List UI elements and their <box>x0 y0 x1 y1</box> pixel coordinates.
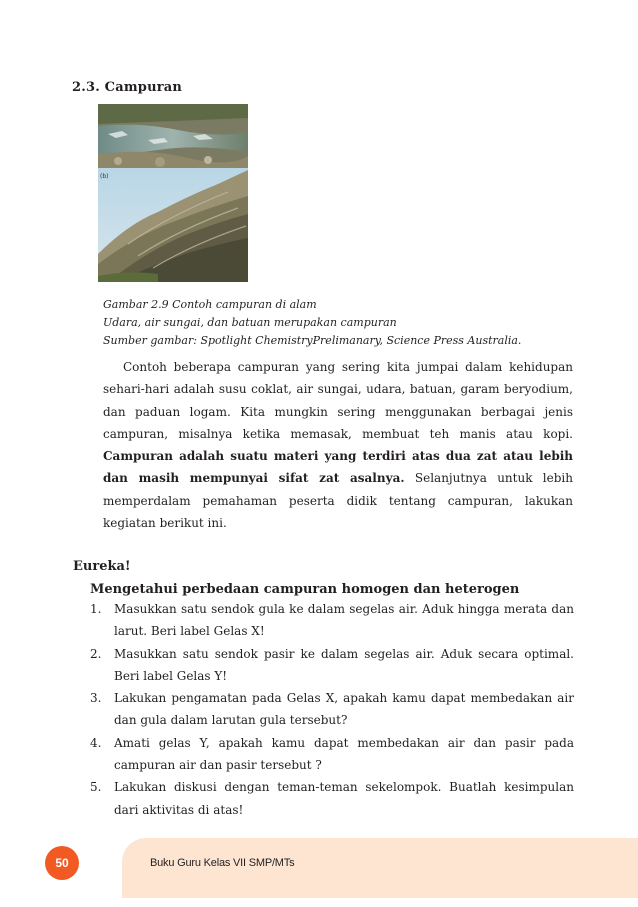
step-item <box>90 732 574 777</box>
step-number: 1. <box>90 602 102 616</box>
step-number: 5. <box>90 780 102 795</box>
step-number: 3. <box>90 691 102 706</box>
footer-book-title: Buku Guru Kelas VII SMP/MTs <box>150 857 295 869</box>
step-number: 2. <box>90 646 102 661</box>
step-item <box>90 643 574 688</box>
section-heading: 2.3. Campuran <box>72 80 183 95</box>
page-number-badge <box>45 846 79 880</box>
step-number: 4. <box>90 735 102 750</box>
river-and-rock-image <box>98 104 248 282</box>
activity-steps <box>90 598 574 821</box>
paragraph-text-end: Selanjutnya untuk lebih memperdalam pemahaman peserta didik tentang campuran, lakukan kegiatan berikut ini. <box>103 471 573 531</box>
step-item <box>90 598 574 643</box>
body-paragraph <box>103 356 573 534</box>
figure-photo <box>98 104 248 282</box>
figure-caption <box>103 296 583 350</box>
caption-line: Sumber gambar: Spotlight ChemistryPrelimanary, Science Press Australia. <box>103 334 522 347</box>
definition-text: Campuran adalah suatu materi yang terdiri atas dua zat atau lebih dan masih mempunyai sifat zat asalnya. <box>103 449 573 486</box>
step-text: Masukkan satu sendok gula ke dalam segelas air. Aduk hingga merata dan larut. Beri label Gelas X! <box>114 602 574 639</box>
photo-label: (b) <box>100 173 109 180</box>
paragraph-text: Contoh beberapa campuran yang sering kita jumpai dalam kehidupan sehari-hari adalah susu coklat, air sungai, udara, batuan, garam beryodium, dan paduan logam. Kita mungkin sering menggunakan berbagai jenis campuran, misalnya ketika memasak, membuat teh manis atau kopi. <box>103 360 573 441</box>
caption-line: Udara, air sungai, dan batuan merupakan campuran <box>103 316 397 329</box>
step-text: Lakukan pengamatan pada Gelas X, apakah kamu dapat membedakan air dan gula dalam larutan gula tersebut? <box>114 691 574 728</box>
eureka-title: Eureka! <box>73 559 131 574</box>
step-text: Lakukan diskusi dengan teman-teman sekelompok. Buatlah kesimpulan dari aktivitas di atas! <box>114 780 574 817</box>
page-number: 50 <box>55 856 69 870</box>
eureka-subtitle: Mengetahui perbedaan campuran homogen dan heterogen <box>90 582 520 597</box>
step-text: Masukkan satu sendok pasir ke dalam segelas air. Aduk secara optimal. Beri label Gelas Y! <box>114 646 574 683</box>
step-item <box>90 776 574 821</box>
caption-line: Gambar 2.9 Contoh campuran di alam <box>103 298 317 311</box>
step-item <box>90 687 574 732</box>
step-text: Amati gelas Y, apakah kamu dapat membedakan air dan pasir pada campuran air dan pasir tersebut ? <box>114 735 574 773</box>
